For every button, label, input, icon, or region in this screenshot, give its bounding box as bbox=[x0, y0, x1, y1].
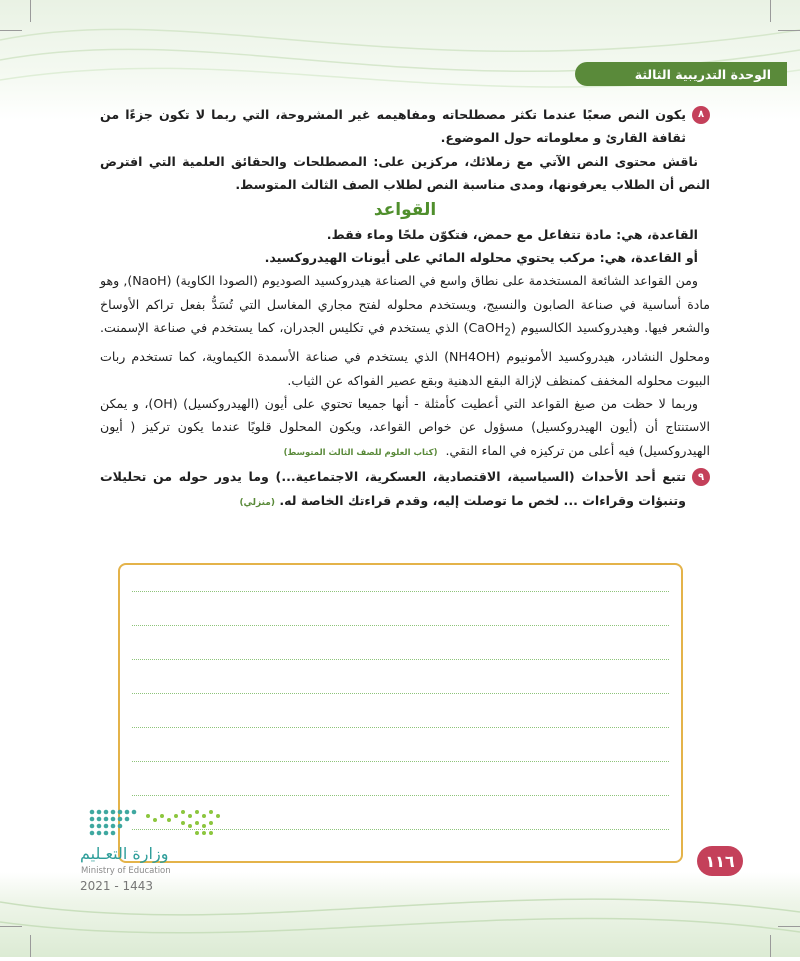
crop-mark bbox=[30, 0, 31, 22]
ministry-name-english: Ministry of Education bbox=[81, 866, 171, 876]
question-number-badge: ٨ bbox=[692, 106, 710, 124]
answer-line[interactable] bbox=[132, 625, 669, 626]
unit-title: الوحدة التدريبية الثالثة bbox=[634, 66, 771, 82]
text-segment: ومن القواعد الشائعة المستخدمة على نطاق واسع في الصناعة هيدروكسيد الصوديوم (الصودا الكاوية) ( bbox=[166, 273, 698, 289]
answer-line[interactable] bbox=[132, 693, 669, 694]
chemical-formula: CaOH$_2$ bbox=[468, 320, 512, 339]
text-segment: وربما لا حظت من صيغ القواعد التي أعطيت كأمثلة - أنها جميعا تحتوي على أيون (الهيدروكسيل) ( bbox=[172, 395, 698, 411]
chemical-formula: OH bbox=[153, 395, 173, 411]
passage-heading: القواعد bbox=[373, 199, 437, 220]
ministry-name-arabic: وزارة التعـليم bbox=[80, 844, 169, 863]
unit-title-banner bbox=[575, 62, 787, 86]
text-segment: ) الذي يستخدم في تكليس الجدران، كما يستخدم في صناعة الإسمنت. ومحلول النشادر، هيدروكسيد الأمونيوم ( bbox=[100, 320, 710, 365]
ministry-logo bbox=[40, 806, 185, 896]
text-segment: ) الذي يستخدم في صناعة الأسمدة الكيماوية، كما تستخدم ربات البيوت محلوله المخفف كمنظف لإزالة البقع الدهنية وبقع عصير الفواكه عن الثياب. bbox=[100, 349, 710, 388]
text-segment: )، و يمكن الاستنتاج أن (أيون الهيدروكسيل) مسؤول عن خواص القواعد، ويكون المحلول قلويًا عندما يكون تركيز ( أيون الهيدروكسيل) فيه أعلى من تركيزه في الماء النقي. bbox=[100, 395, 710, 458]
page-number-badge: ١١٦ bbox=[697, 846, 743, 876]
answer-line[interactable] bbox=[132, 659, 669, 660]
homework-tag: (منزلي) bbox=[239, 497, 275, 508]
definition-1: القاعدة، هي: مادة تتفاعل مع حمض، فتكوّن ملحًا وماء فقط. bbox=[326, 226, 698, 242]
question-9-text: تتبع أحد الأحداث (السياسية، الاقتصادية، العسكرية، الاجتماعية...) وما يدور حوله من تحليلات وتنبؤات وقراءات ... لخص ما توصلت إليه، وقدم قراءتك الخاصة له. bbox=[100, 469, 686, 508]
chemical-formula: NH4OH bbox=[449, 349, 496, 365]
question-9 bbox=[100, 465, 710, 515]
crop-mark bbox=[770, 935, 771, 957]
page-content bbox=[100, 103, 710, 515]
question-8-text: يكون النص صعبًا عندما تكثر مصطلحاته ومفاهيمه غير المشروحة، التي ربما لا تكون جزءًا من ثقافة القارئ و معلوماته حول الموضوع. bbox=[100, 107, 686, 146]
passage-paragraph-2 bbox=[100, 392, 710, 465]
definition-2: أو القاعدة، هي: مركب يحتوي محلوله المائي على أيونات الهيدروكسيد. bbox=[264, 250, 698, 266]
passage-paragraph-1 bbox=[100, 269, 710, 392]
crop-mark bbox=[0, 30, 22, 31]
question-8-instruction: ناقش محتوى النص الآتي مع زملائك، مركزين على: المصطلحات والحقائق العلمية التي افترض النص أن الطلاب يعرفونها، ومدى مناسبة النص لطلاب الصف الثالث المتوسط. bbox=[100, 153, 710, 193]
answer-line[interactable] bbox=[132, 761, 669, 762]
crop-mark bbox=[30, 935, 31, 957]
source-citation: (كتاب العلوم للصف الثالث المتوسط) bbox=[283, 447, 438, 458]
top-wave-background bbox=[0, 0, 800, 120]
question-8 bbox=[100, 103, 710, 150]
edition-year: 2021 - 1443 bbox=[80, 879, 154, 893]
answer-line[interactable] bbox=[132, 795, 669, 796]
answer-line[interactable] bbox=[132, 591, 669, 592]
crop-mark bbox=[770, 0, 771, 22]
crop-mark bbox=[778, 926, 800, 927]
answer-line[interactable] bbox=[132, 727, 669, 728]
crop-mark bbox=[778, 30, 800, 31]
chemical-formula: NaoH bbox=[132, 273, 167, 289]
question-number-badge: ٩ bbox=[692, 468, 710, 486]
crop-mark bbox=[0, 926, 22, 927]
vision-dots-icon bbox=[88, 806, 223, 841]
text-segment: ), وهو مادة أساسية في صناعة الصابون والنسيج، ويستخدم محلوله لفتح مجاري المغاسل التي تُسَدُّ بفعل تراكم الأوساخ والشعر فيها. وهيدروكسيد الكالسيوم ( bbox=[100, 273, 710, 336]
